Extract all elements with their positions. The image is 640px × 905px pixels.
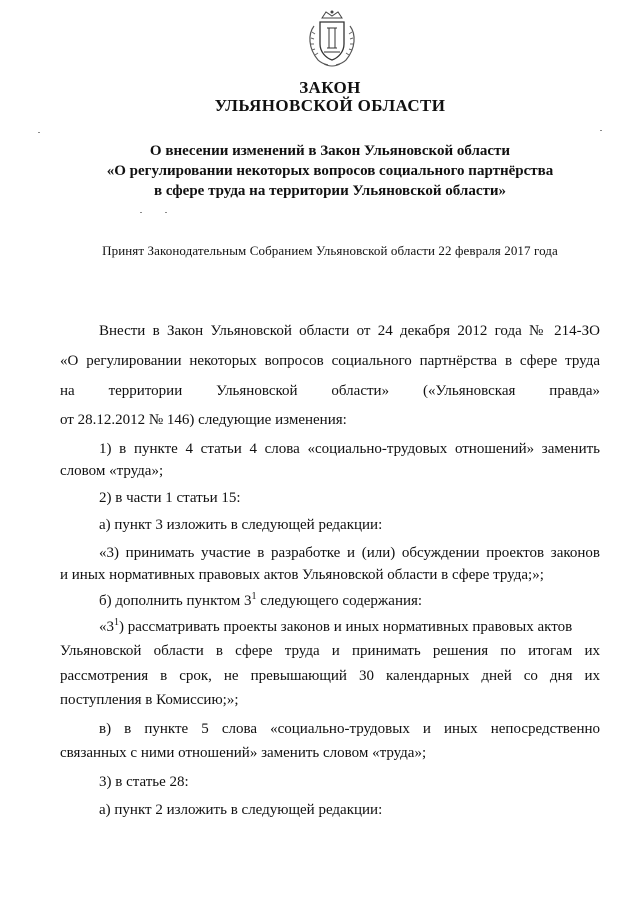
paragraph-7-text-end: ) рассматривать проекты законов и иных нормативных правовых актов bbox=[119, 619, 573, 635]
paragraph-7-superscript: 1 bbox=[114, 617, 119, 628]
paragraph-5-line-2: и иных нормативных правовых актов Ульяновской области в сфере труда;»; bbox=[60, 567, 544, 583]
paragraph-6-superscript: 1 bbox=[251, 591, 257, 602]
scan-speck bbox=[165, 212, 167, 213]
paragraph-1-line-4: от 28.12.2012 № 146) следующие изменения: bbox=[60, 412, 347, 428]
paragraph-6-text-end: следующего содержания: bbox=[256, 593, 423, 609]
scan-speck bbox=[140, 212, 142, 213]
coat-of-arms-icon bbox=[300, 8, 364, 72]
paragraph-8-line-2: связанных с ними отношений» заменить словом «труда»; bbox=[60, 745, 427, 761]
paragraph-7-line-2: Ульяновской области в сфере труда и принимать решения по итогам их bbox=[60, 643, 600, 659]
paragraph-2-line-1: 1) в пункте 4 статьи 4 слова «социально-трудовых отношений» заменить bbox=[99, 441, 600, 457]
law-title-line1: ЗАКОН bbox=[299, 78, 361, 97]
paragraph-1-line-3: на территории Ульяновской области» («Ульяновская правда» bbox=[60, 383, 600, 399]
paragraph-1-line-1: Внести в Закон Ульяновской области от 24 декабря 2012 года № 214-ЗО bbox=[99, 323, 600, 339]
paragraph-2-line-2: словом «труда»; bbox=[60, 463, 164, 479]
paragraph-7-line-3: рассмотрения в срок, не превышающий 30 календарных дней со дня их bbox=[60, 668, 600, 684]
scan-speck bbox=[600, 130, 602, 131]
paragraph-7-text-start: «3 bbox=[99, 619, 114, 635]
scan-speck bbox=[38, 132, 40, 133]
law-title-line2: УЛЬЯНОВСКОЙ ОБЛАСТИ bbox=[214, 96, 446, 115]
paragraph-1-line-2: «О регулировании некоторых вопросов социального партнёрства в сфере труда bbox=[60, 353, 600, 369]
subtitle-line2: «О регулировании некоторых вопросов социального партнёрства bbox=[106, 163, 554, 179]
paragraph-6 bbox=[99, 591, 600, 611]
subtitle-line3: в сфере труда на территории Ульяновской области» bbox=[153, 183, 507, 199]
paragraph-8-line-1: в) в пункте 5 слова «социально-трудовых и иных непосредственно bbox=[99, 721, 600, 737]
paragraph-4: а) пункт 3 изложить в следующей редакции: bbox=[99, 517, 383, 533]
paragraph-3: 2) в части 1 статьи 15: bbox=[99, 490, 241, 506]
paragraph-7-line-1 bbox=[99, 617, 600, 637]
coat-of-arms-graphic bbox=[300, 8, 364, 72]
paragraph-10: а) пункт 2 изложить в следующей редакции: bbox=[99, 802, 383, 818]
subtitle-line1: О внесении изменений в Закон Ульяновской области bbox=[149, 143, 511, 159]
accepted-note: Принят Законодательным Собранием Ульяновской области 22 февраля 2017 года bbox=[102, 243, 558, 258]
paragraph-7-line-4: поступления в Комиссию;»; bbox=[60, 692, 239, 708]
paragraph-6-text: б) дополнить пунктом 3 bbox=[99, 593, 252, 609]
paragraph-5-line-1: «3) принимать участие в разработке и (или) обсуждении проектов законов bbox=[99, 545, 600, 561]
paragraph-9: 3) в статье 28: bbox=[99, 774, 189, 790]
